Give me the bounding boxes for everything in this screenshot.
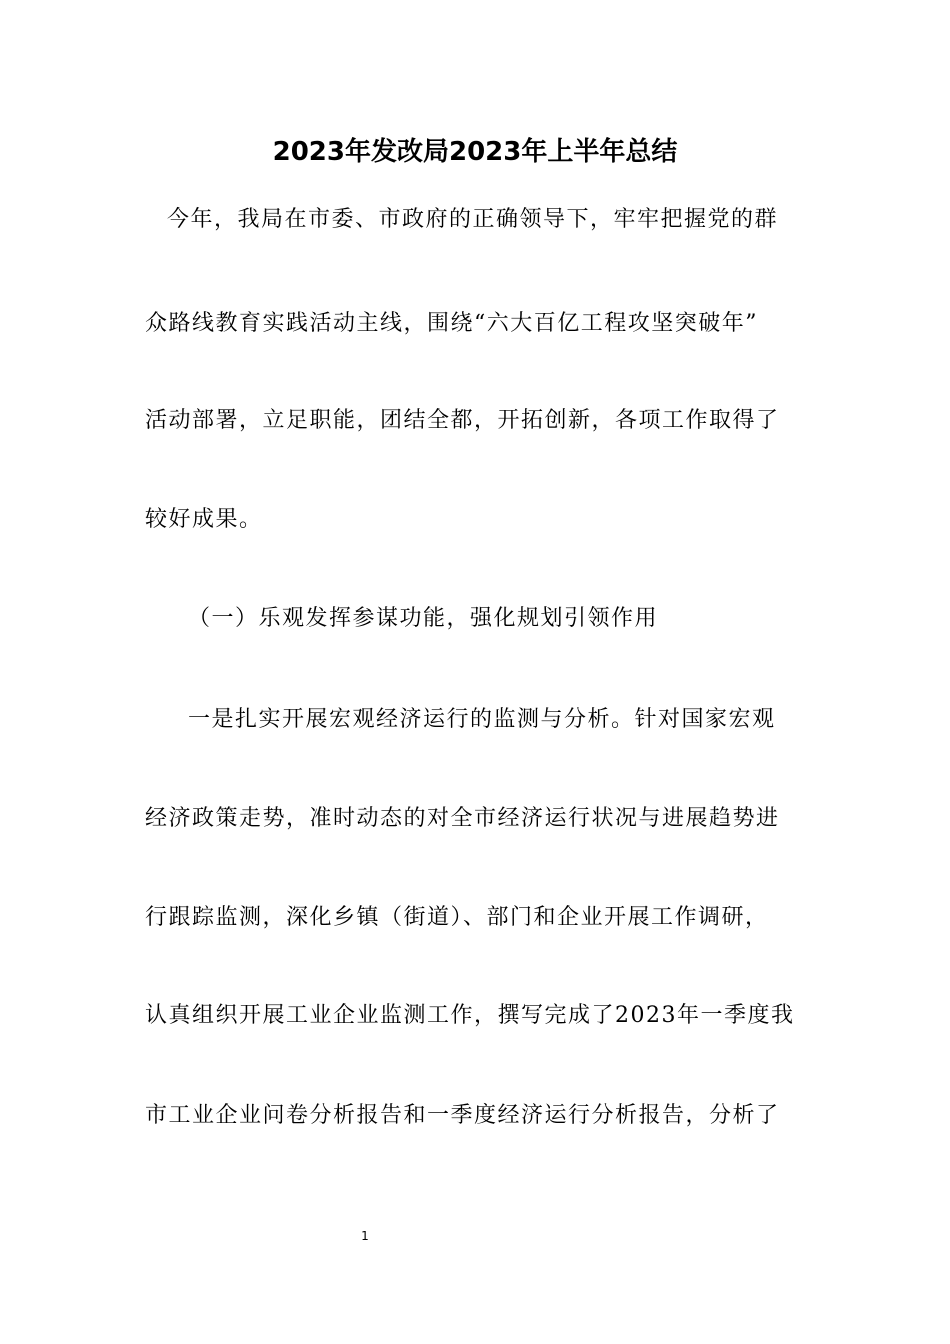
paragraph-line: 活动部署，立足职能，团结全都，开拓创新，各项工作取得了: [145, 408, 780, 433]
section-heading: （一）乐观发挥参谋功能，强化规划引领作用: [188, 606, 659, 631]
paragraph-line: 认真组织开展工业企业监测工作，撰写完成了2023年一季度我: [145, 1003, 795, 1028]
paragraph-line: 市工业企业问卷分析报告和一季度经济运行分析报告，分析了: [145, 1103, 780, 1128]
paragraph-line: 行跟踪监测，深化乡镇（街道）、部门和企业开展工作调研，: [145, 905, 769, 930]
paragraph-line: 一是扎实开展宏观经济运行的监测与分析。针对国家宏观: [188, 707, 776, 732]
paragraph-line: 众路线教育实践活动主线，围绕“六大百亿工程攻坚突破年”: [145, 311, 758, 336]
document-title: 2023年发改局2023年上半年总结: [272, 137, 678, 167]
paragraph-line: 较好成果。: [145, 507, 263, 532]
paragraph-line: 今年，我局在市委、市政府的正确领导下，牢牢把握党的群: [167, 207, 779, 232]
page-number: 1: [361, 1229, 369, 1243]
paragraph-line: 经济政策走势，准时动态的对全市经济运行状况与进展趋势进: [145, 806, 780, 831]
